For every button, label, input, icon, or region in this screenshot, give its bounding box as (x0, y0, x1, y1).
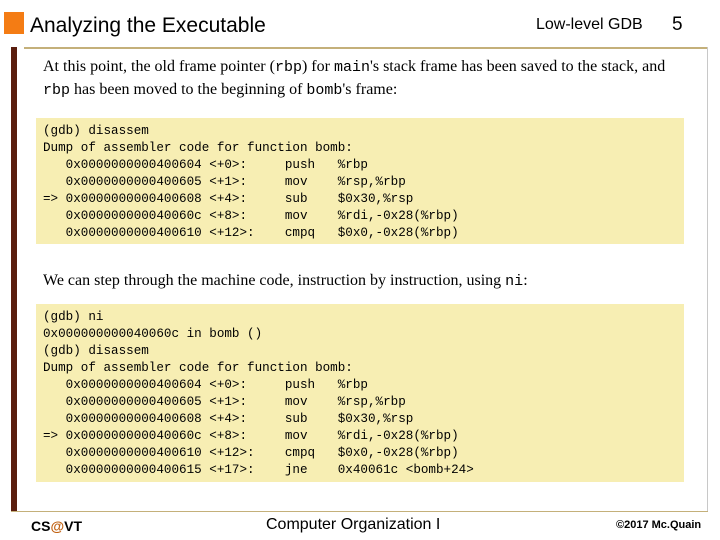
gdb-disassembly-1: (gdb) disassem Dump of assembler code for function bomb: 0x0000000000400604 <+0>: push %rbp 0x0000000000400605 <+1>: mov %rsp,%rbp => 0x0000000000400608 <+4>: sub $0x30,%rsp 0x000000000040060c <+8>: mov %rdi,-0x28(%rbp) 0x0000000000400610 <+12>: cmpq $0x0,-0x28(%rbp) (43, 124, 459, 240)
footer-cs: CS (31, 518, 51, 534)
para1-code-rbp-2: rbp (43, 82, 71, 99)
para1-code-main: main (333, 59, 370, 76)
para2-code-ni: ni (505, 273, 524, 290)
para1-text-2: ) for (301, 58, 334, 75)
slide-title: Analyzing the Executable (30, 14, 266, 37)
intro-paragraph (43, 56, 693, 102)
footer-copyright: ©2017 Mc.Quain (616, 519, 702, 531)
left-side-bar (11, 47, 17, 511)
gdb-disassembly-2: (gdb) ni 0x000000000040060c in bomb () (gdb) disassem Dump of assembler code for function bomb: 0x0000000000400604 <+0>: push %rbp 0x0000000000400605 <+1>: mov %rsp,%rbp 0x0000000000400608 <+4>: sub $0x30,%rsp => 0x000000000040060c <+8>: mov %rdi,-0x28(%rbp) 0x0000000000400610 <+12>: cmpq $0x0,-0x28(%rbp) 0x0000000000400615 <+17>: jne 0x40061c <bomb+24> (43, 310, 474, 477)
para2-text-1: We can step through the machine code, instruction by instruction, using (43, 272, 506, 289)
code-box-ni (36, 304, 684, 482)
footer-course-title: Computer Organization I (266, 516, 441, 533)
page-number: 5 (672, 14, 683, 35)
footer-vt: VT (64, 518, 82, 534)
title-accent-block (4, 12, 24, 34)
para1-code-rbp: rbp (274, 59, 302, 76)
footer-cs-vt-logo (31, 518, 82, 534)
para1-text-4: has been moved to the beginning of (70, 81, 307, 98)
slide-topic: Low-level GDB (536, 16, 643, 33)
step-paragraph (43, 270, 693, 293)
para1-text-3: 's stack frame has been saved to the stack, and (369, 58, 666, 75)
para2-text-2: : (523, 272, 528, 289)
right-border-line (707, 47, 708, 512)
footer-divider (11, 511, 708, 512)
para1-text-1: At this point, the old frame pointer ( (43, 58, 275, 75)
para1-text-5: 's frame: (342, 81, 398, 98)
code-box-disassem (36, 118, 684, 244)
footer-at: @ (50, 518, 65, 534)
header-divider (24, 47, 708, 49)
para1-code-bomb: bomb (306, 82, 343, 99)
